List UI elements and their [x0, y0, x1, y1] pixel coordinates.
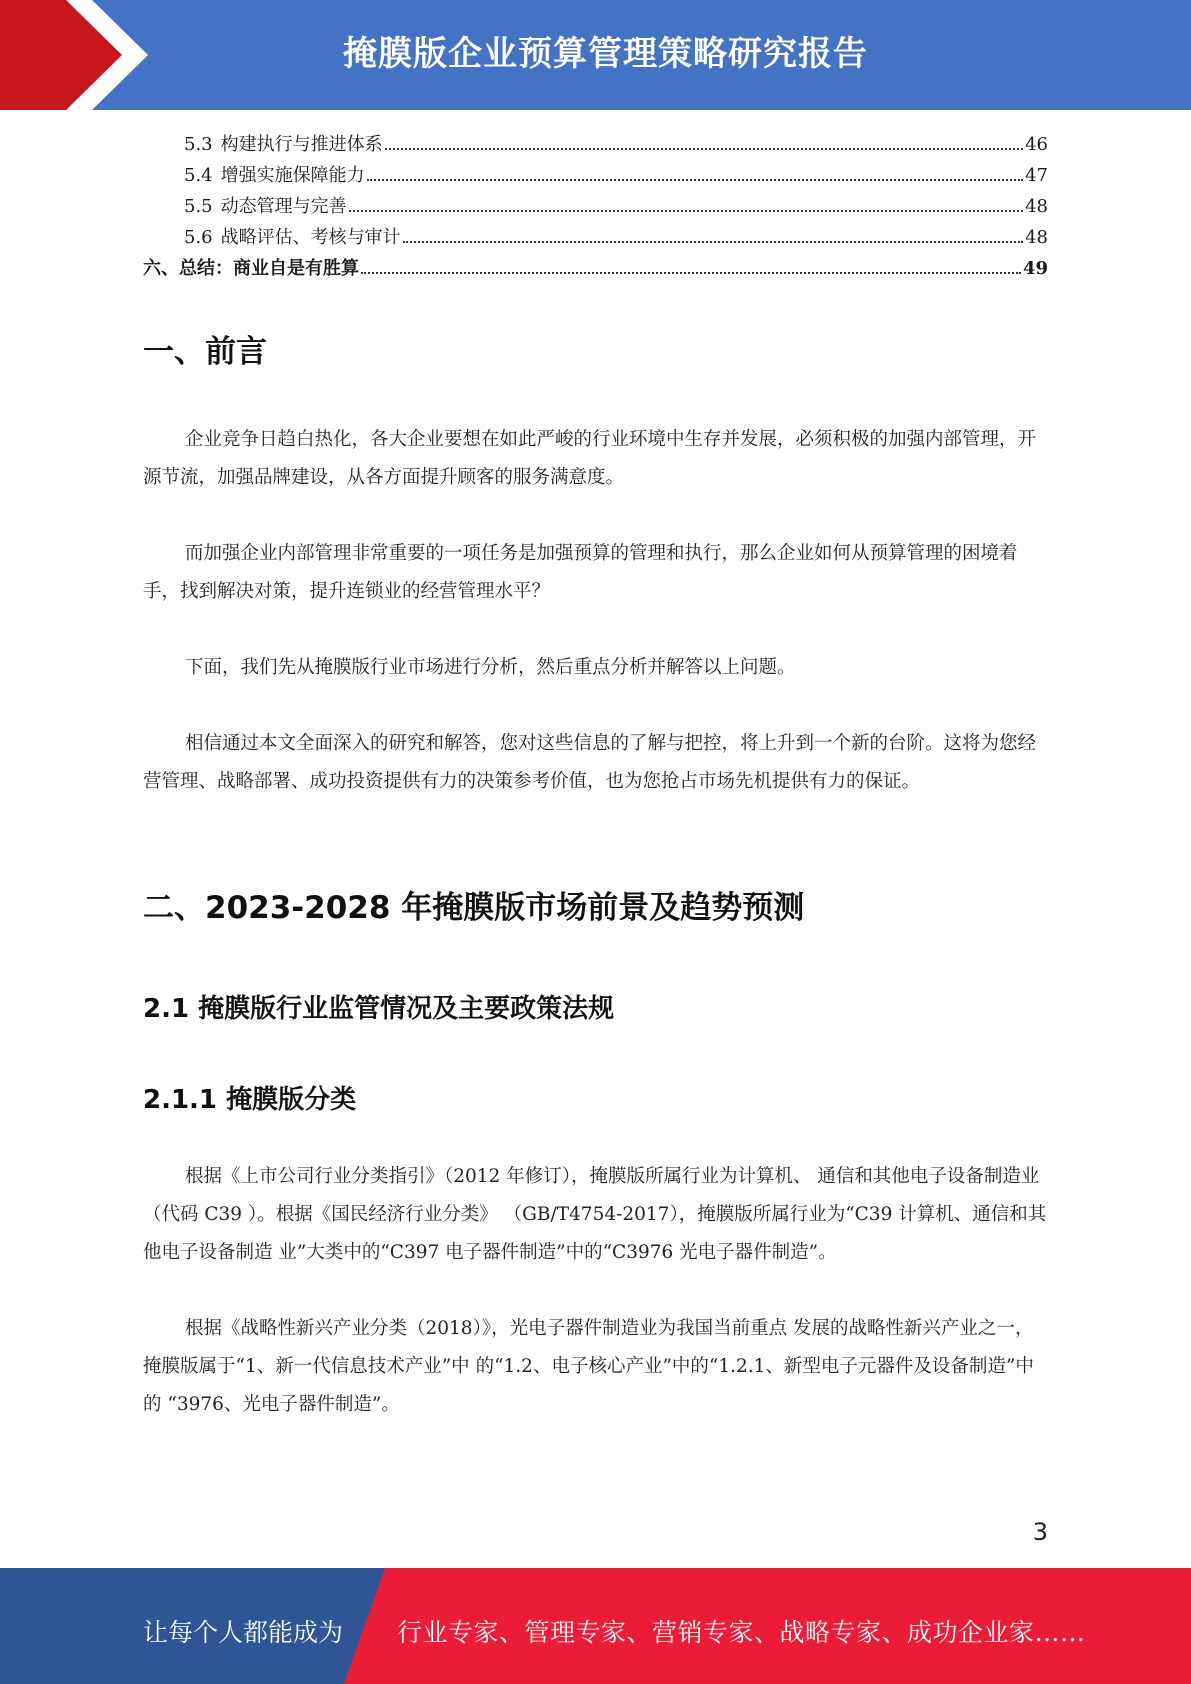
body-paragraph: 根据《上市公司行业分类指引》（2012 年修订），掩膜版所属行业为计算机、 通信和其他电子设备制造业（代码 C39 ）。根据《国民经济行业分类》 （GB/T4754-2017），掩膜版所属行业为“C39 计算机、通信和其他电子设备制造 业”大类中的“C397 电子器件制造”中的“C3976 光电子器件制造”。	[143, 1166, 1047, 1263]
toc-dot-leader	[385, 147, 1023, 150]
section-heading-market-outlook: 二、2023-2028 年掩膜版市场前景及趋势预测	[143, 890, 805, 926]
page-header	[0, 0, 1191, 110]
toc-entry-title: 动态管理与完善	[220, 196, 347, 217]
body-paragraph: 根据《战略性新兴产业分类（2018）》，光电子器件制造业为我国当前重点 发展的战略性新兴产业之一，掩膜版属于“1、新一代信息技术产业”中 的“1.2、电子核心产业”中的“1.2.1、新型电子元器件及设备制造”中的 “3976、光电子器件制造”。	[143, 1318, 1034, 1415]
section-heading-preface: 一、前言	[143, 334, 267, 370]
page-number: 3	[1032, 1518, 1048, 1546]
toc-entry[interactable]	[143, 161, 1048, 192]
toc-entry[interactable]	[143, 223, 1048, 254]
report-title: 掩膜版企业预算管理策略研究报告	[343, 34, 868, 74]
body-paragraph: 而加强企业内部管理非常重要的一项任务是加强预算的管理和执行，那么企业如何从预算管理的困境着手，找到解决对策，提升连锁业的经营管理水平？	[143, 543, 1018, 602]
subsection-heading-classification: 2.1.1 掩膜版分类	[143, 1085, 357, 1115]
toc-dot-leader	[361, 271, 1021, 274]
toc-entry-number: 5.3	[184, 134, 213, 155]
toc-entry-number: 5.6	[184, 227, 213, 248]
table-of-contents	[143, 130, 1048, 285]
toc-dot-leader	[349, 209, 1023, 212]
body-paragraph: 下面，我们先从掩膜版行业市场进行分析，然后重点分析并解答以上问题。	[185, 657, 796, 678]
footer-slogan-left: 让每个人都能成为	[143, 1618, 344, 1647]
footer-slogan-right: 行业专家、管理专家、营销专家、战略专家、成功企业家……	[397, 1618, 1086, 1647]
toc-entry-page: 47	[1025, 165, 1048, 186]
toc-entry-title: 增强实施保障能力	[220, 165, 365, 186]
toc-entry[interactable]	[143, 192, 1048, 223]
toc-entry[interactable]	[143, 254, 1048, 285]
toc-entry-page: 49	[1022, 258, 1048, 279]
page-footer	[0, 1568, 1191, 1684]
toc-entry-number: 5.4	[184, 165, 213, 186]
toc-entry[interactable]	[143, 130, 1048, 161]
toc-dot-leader	[367, 178, 1023, 181]
toc-entry-page: 46	[1025, 134, 1048, 155]
toc-entry-title: 战略评估、考核与审计	[220, 227, 401, 248]
toc-entry-number: 5.5	[184, 196, 213, 217]
toc-entry-page: 48	[1025, 227, 1048, 248]
body-paragraph: 企业竞争日趋白热化，各大企业要想在如此严峻的行业环境中生存并发展，必须积极的加强内部管理，开源节流，加强品牌建设，从各方面提升顾客的服务满意度。	[143, 429, 1037, 488]
subsection-heading-regulation: 2.1 掩膜版行业监管情况及主要政策法规	[143, 994, 615, 1024]
toc-dot-leader	[403, 240, 1023, 243]
body-paragraph: 相信通过本文全面深入的研究和解答，您对这些信息的了解与把控，将上升到一个新的台阶。这将为您经营管理、战略部署、成功投资提供有力的决策参考价值，也为您抢占市场先机提供有力的保证。	[143, 733, 1037, 792]
toc-entry-page: 48	[1025, 196, 1048, 217]
toc-entry-title: 六、总结：商业自是有胜算	[143, 258, 359, 279]
toc-entry-title: 构建执行与推进体系	[220, 134, 383, 155]
